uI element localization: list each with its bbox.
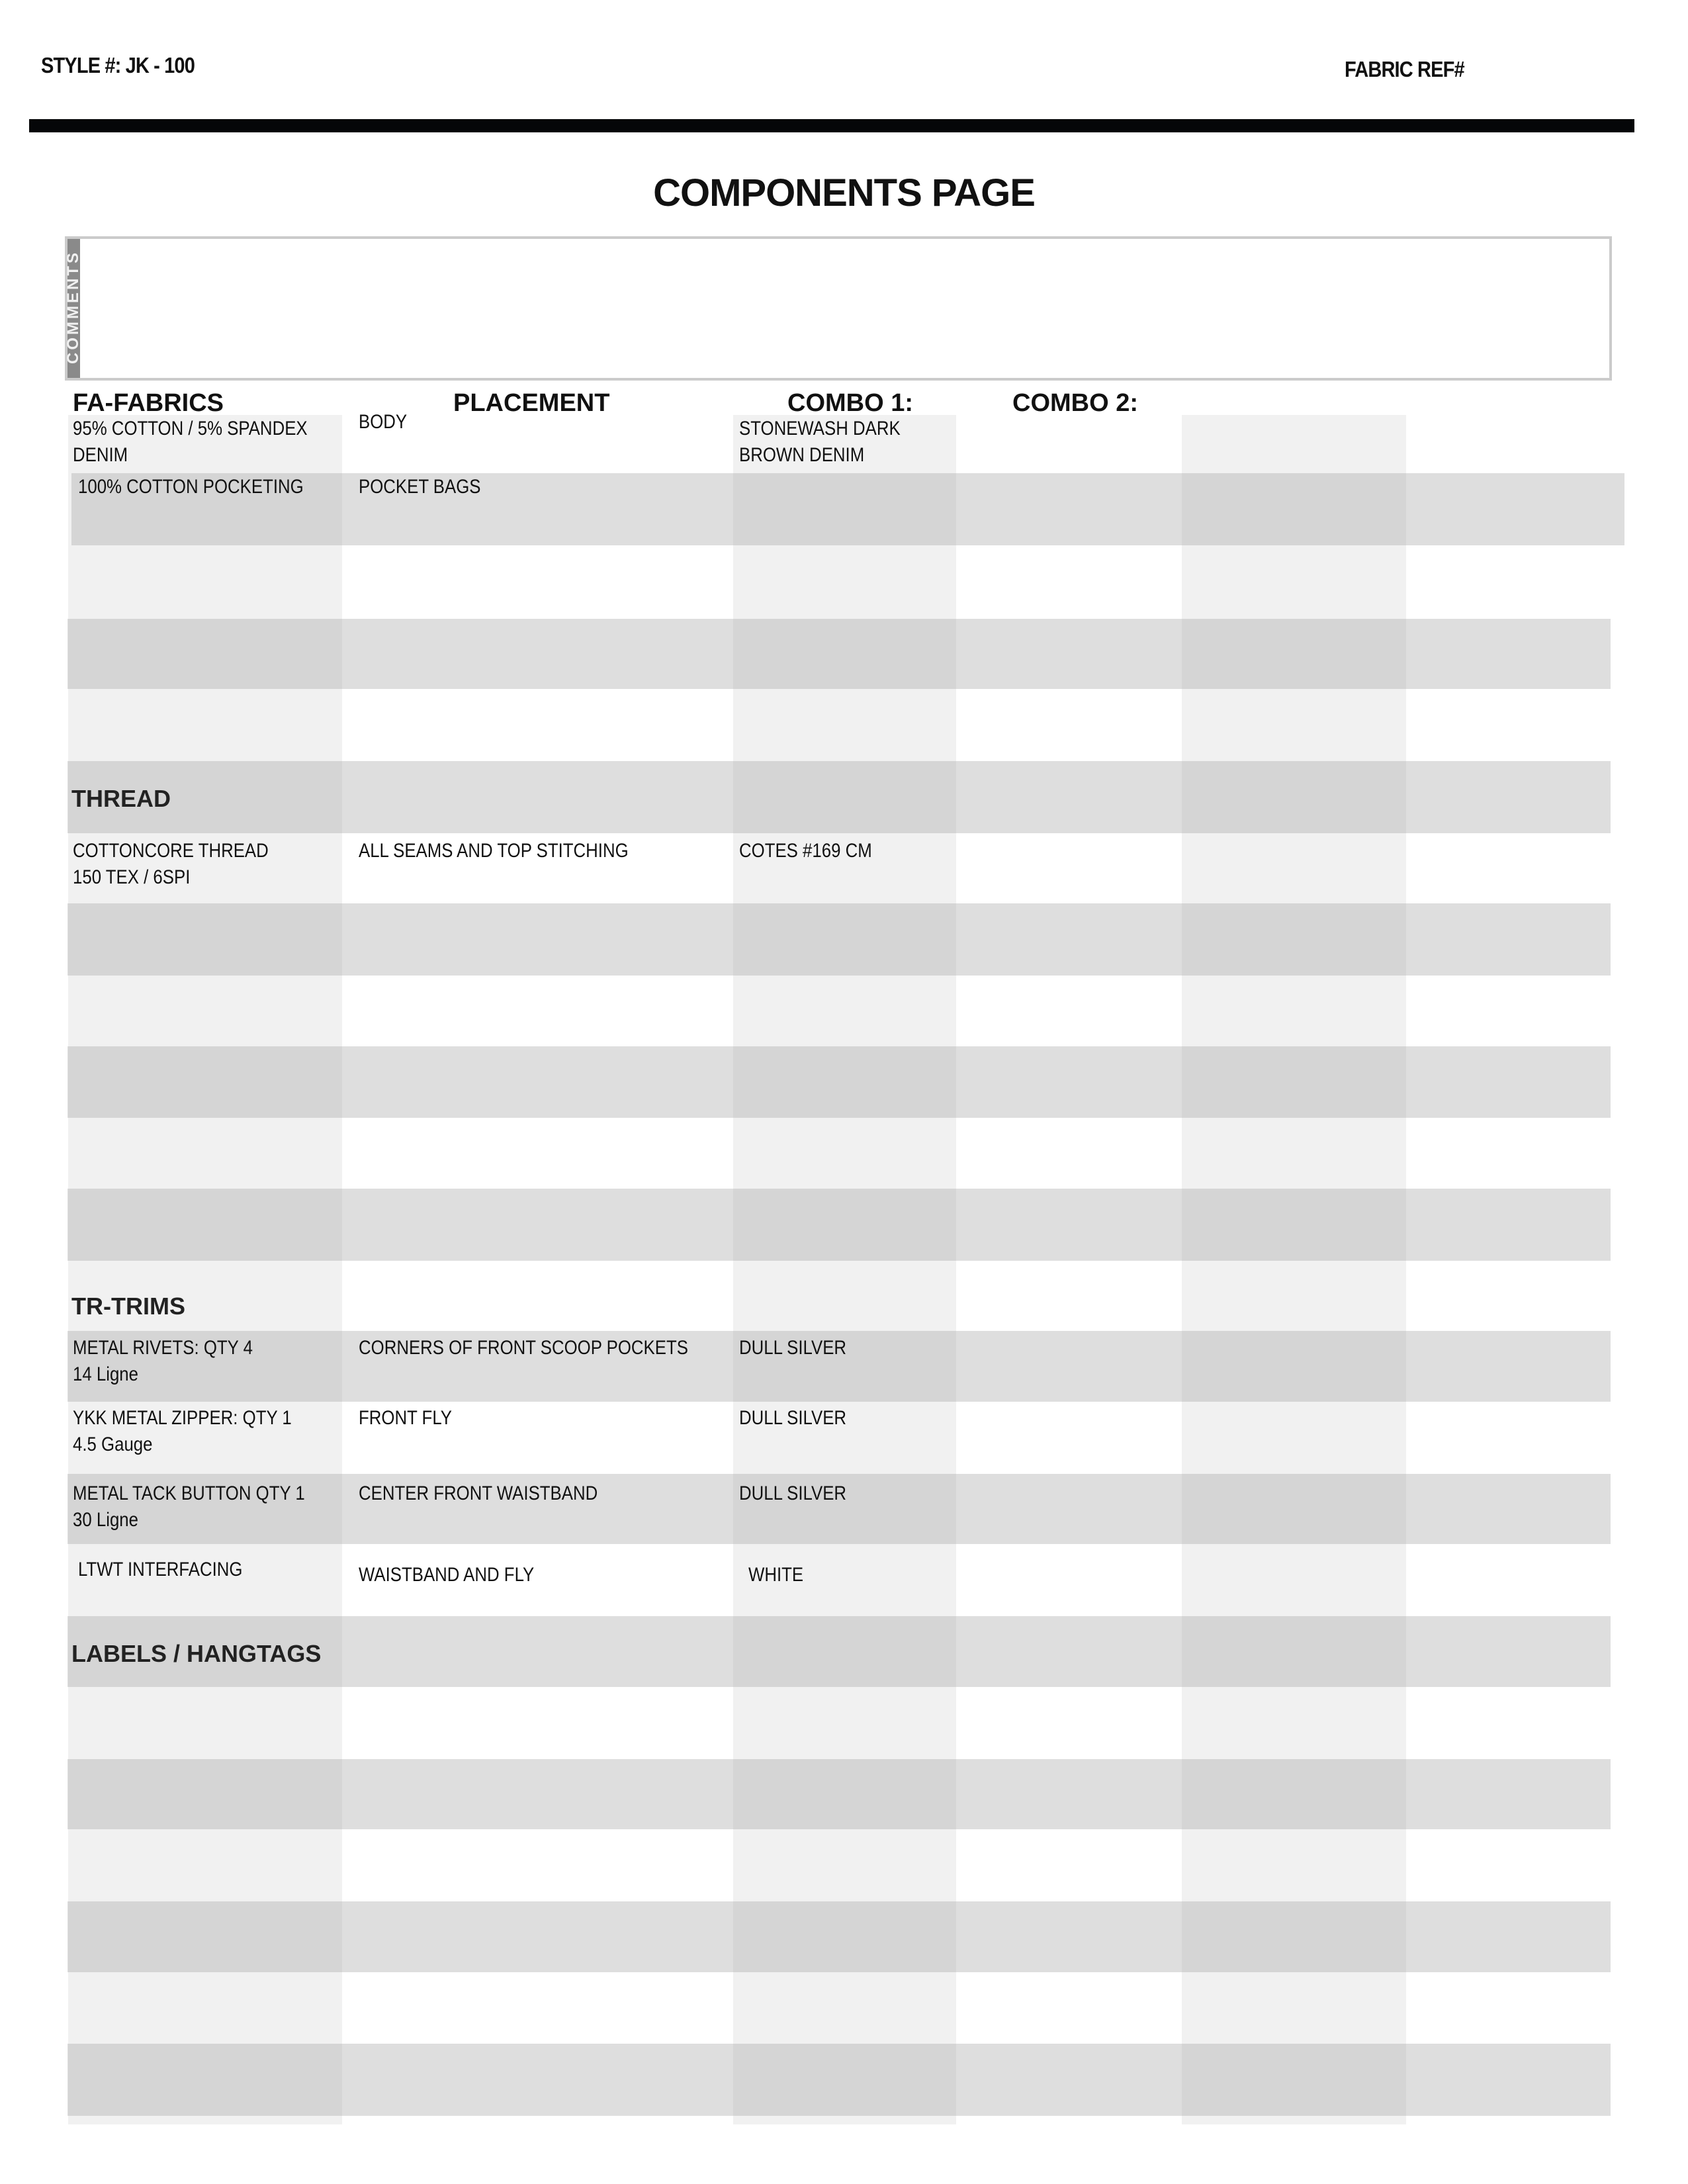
table-row[interactable] xyxy=(67,545,1616,619)
cell-placement[interactable]: ALL SEAMS AND TOP STITCHING xyxy=(359,840,629,862)
section-title-labels: LABELS / HANGTAGS xyxy=(71,1640,322,1667)
section-title-trims: TR-TRIMS xyxy=(71,1293,185,1320)
cell-combo1[interactable]: DULL SILVER xyxy=(739,1337,847,1359)
table-row[interactable] xyxy=(67,1901,1616,1972)
section-title-thread: THREAD xyxy=(71,785,171,812)
table-row[interactable] xyxy=(67,619,1616,690)
table-row[interactable] xyxy=(67,1261,1616,1332)
style-number: STYLE #: JK - 100 xyxy=(41,53,195,77)
cell-placement[interactable]: FRONT FLY xyxy=(359,1407,452,1429)
cell-combo1[interactable]: STONEWASH DARK BROWN DENIM xyxy=(739,418,901,466)
table-row[interactable] xyxy=(67,1687,1616,1759)
cell-item[interactable]: METAL TACK BUTTON QTY 1 30 Ligne xyxy=(73,1482,305,1531)
table-row[interactable] xyxy=(67,2044,1616,2116)
cell-item[interactable]: COTTONCORE THREAD 150 TEX / 6SPI xyxy=(73,840,269,888)
cell-combo1[interactable]: DULL SILVER xyxy=(739,1482,847,1504)
cell-item[interactable]: LTWT INTERFACING xyxy=(78,1559,243,1580)
cell-item[interactable]: METAL RIVETS: QTY 4 14 Ligne xyxy=(73,1337,253,1385)
table-row[interactable] xyxy=(67,1829,1616,1901)
cell-combo1[interactable]: DULL SILVER xyxy=(739,1407,847,1429)
column-header-combo1: COMBO 1: xyxy=(787,389,913,417)
column-header-combo2: COMBO 2: xyxy=(1012,389,1138,417)
table-row[interactable] xyxy=(67,689,1616,761)
cell-placement[interactable]: CENTER FRONT WAISTBAND xyxy=(359,1482,598,1504)
table-row[interactable] xyxy=(67,976,1616,1046)
table-row[interactable] xyxy=(67,1759,1616,1830)
table-row[interactable] xyxy=(67,1118,1616,1189)
column-header-fabrics: FA-FABRICS xyxy=(73,389,224,417)
cell-item[interactable]: 95% COTTON / 5% SPANDEX DENIM xyxy=(73,418,308,466)
cell-placement[interactable]: WAISTBAND AND FLY xyxy=(359,1564,535,1586)
cell-placement[interactable]: BODY xyxy=(359,411,408,433)
table-row[interactable] xyxy=(67,1189,1616,1261)
cell-combo1[interactable]: COTES #169 CM xyxy=(739,840,872,862)
table-row[interactable] xyxy=(67,1046,1616,1118)
table-row[interactable] xyxy=(67,761,1616,833)
fabric-ref-label: FABRIC REF# xyxy=(1345,57,1464,81)
cell-combo1[interactable]: WHITE xyxy=(748,1564,804,1586)
column-header-placement: PLACEMENT xyxy=(453,389,610,417)
cell-item[interactable]: YKK METAL ZIPPER: QTY 1 4.5 Gauge xyxy=(73,1407,292,1455)
page-title: COMPONENTS PAGE xyxy=(653,171,1035,214)
table-row[interactable] xyxy=(67,1544,1616,1616)
cell-item[interactable]: 100% COTTON POCKETING xyxy=(78,476,304,498)
table-row[interactable] xyxy=(67,1972,1616,2044)
cell-placement[interactable]: CORNERS OF FRONT SCOOP POCKETS xyxy=(359,1337,688,1359)
table-row[interactable] xyxy=(67,903,1616,976)
comments-label: COMMENTS xyxy=(64,250,82,364)
cell-placement[interactable]: POCKET BAGS xyxy=(359,476,481,498)
